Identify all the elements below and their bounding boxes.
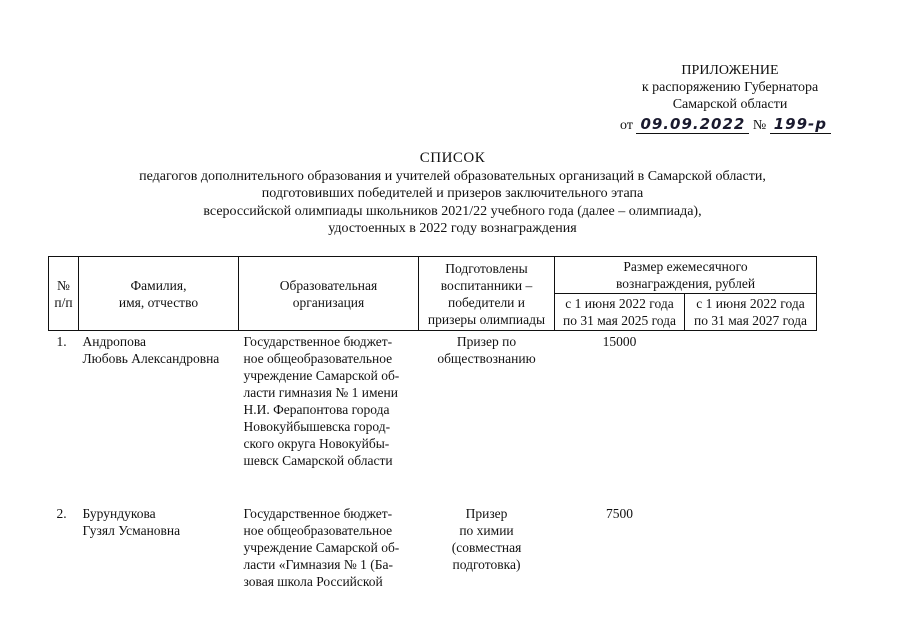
header-period-1: с 1 июня 2022 года по 31 мая 2025 года (555, 294, 685, 331)
handwritten-date: 09.09.2022 (636, 115, 749, 134)
heading-line-4: удостоенных в 2022 году вознаграждения (328, 221, 577, 236)
teacher-name: Андропова Любовь Александровна (82, 334, 220, 366)
appendix-block (600, 62, 860, 113)
prepared-students: Призер по обществознанию (437, 334, 536, 366)
heading-line-2: подготовивших победителей и призеров заключительного этапа (261, 186, 644, 201)
teacher-name: Бурундукова Гузял Усмановна (82, 506, 181, 538)
heading-line-1: педагогов дополнительного образования и учителей образовательных организаций в Самарской области, (139, 168, 766, 184)
document-title: СПИСОК (419, 150, 486, 166)
table-row (49, 331, 817, 472)
date-prefix: от (620, 118, 633, 133)
table-row (49, 503, 817, 592)
header-period-2: с 1 июня 2022 года по 31 мая 2027 года (685, 294, 817, 331)
organization: Государственное бюджет- ное общеобразовательное учреждение Самарской об- ласти «Гимназия № 1 (Ба- зовая школа Российской (243, 506, 400, 589)
payment-period-1: 15000 (602, 334, 637, 349)
appendix-region: Самарской области (672, 97, 788, 112)
header-org: Образовательная организация (239, 257, 419, 331)
row-number: 2. (56, 506, 67, 521)
header-payment: Размер ежемесячного вознаграждения, рублей (555, 257, 817, 294)
header-num: № п/п (49, 257, 79, 331)
organization: Государственное бюджет- ное общеобразовательное учреждение Самарской об- ласти гимназия № 1 имени Н.И. Ферапонтова города Новокуйбышевска город- ского округа Новокуйбы- шевск Самарской области (243, 334, 400, 468)
handwritten-number: 199-р (770, 115, 831, 134)
payment-period-2 (685, 503, 817, 592)
header-prepared: Подготовлены воспитанники – победители и призеры олимпиады (419, 257, 555, 331)
appendix-decree: к распоряжению Губернатора (641, 80, 819, 95)
payment-period-2 (685, 331, 817, 472)
row-spacer (49, 471, 817, 503)
prepared-students: Призер по химии (совместная подготовка) (451, 506, 522, 572)
heading-line-3: всероссийской олимпиады школьников 2021/22 учебного года (далее – олимпиада), (203, 203, 702, 219)
number-sign: № (752, 118, 767, 133)
appendix-title: ПРИЛОЖЕНИЕ (681, 63, 779, 78)
rewards-table (48, 256, 817, 592)
document-heading (0, 150, 905, 238)
order-date-line (620, 115, 831, 134)
payment-period-1: 7500 (606, 506, 633, 521)
row-number: 1. (56, 334, 67, 349)
header-name: Фамилия, имя, отчество (79, 257, 239, 331)
